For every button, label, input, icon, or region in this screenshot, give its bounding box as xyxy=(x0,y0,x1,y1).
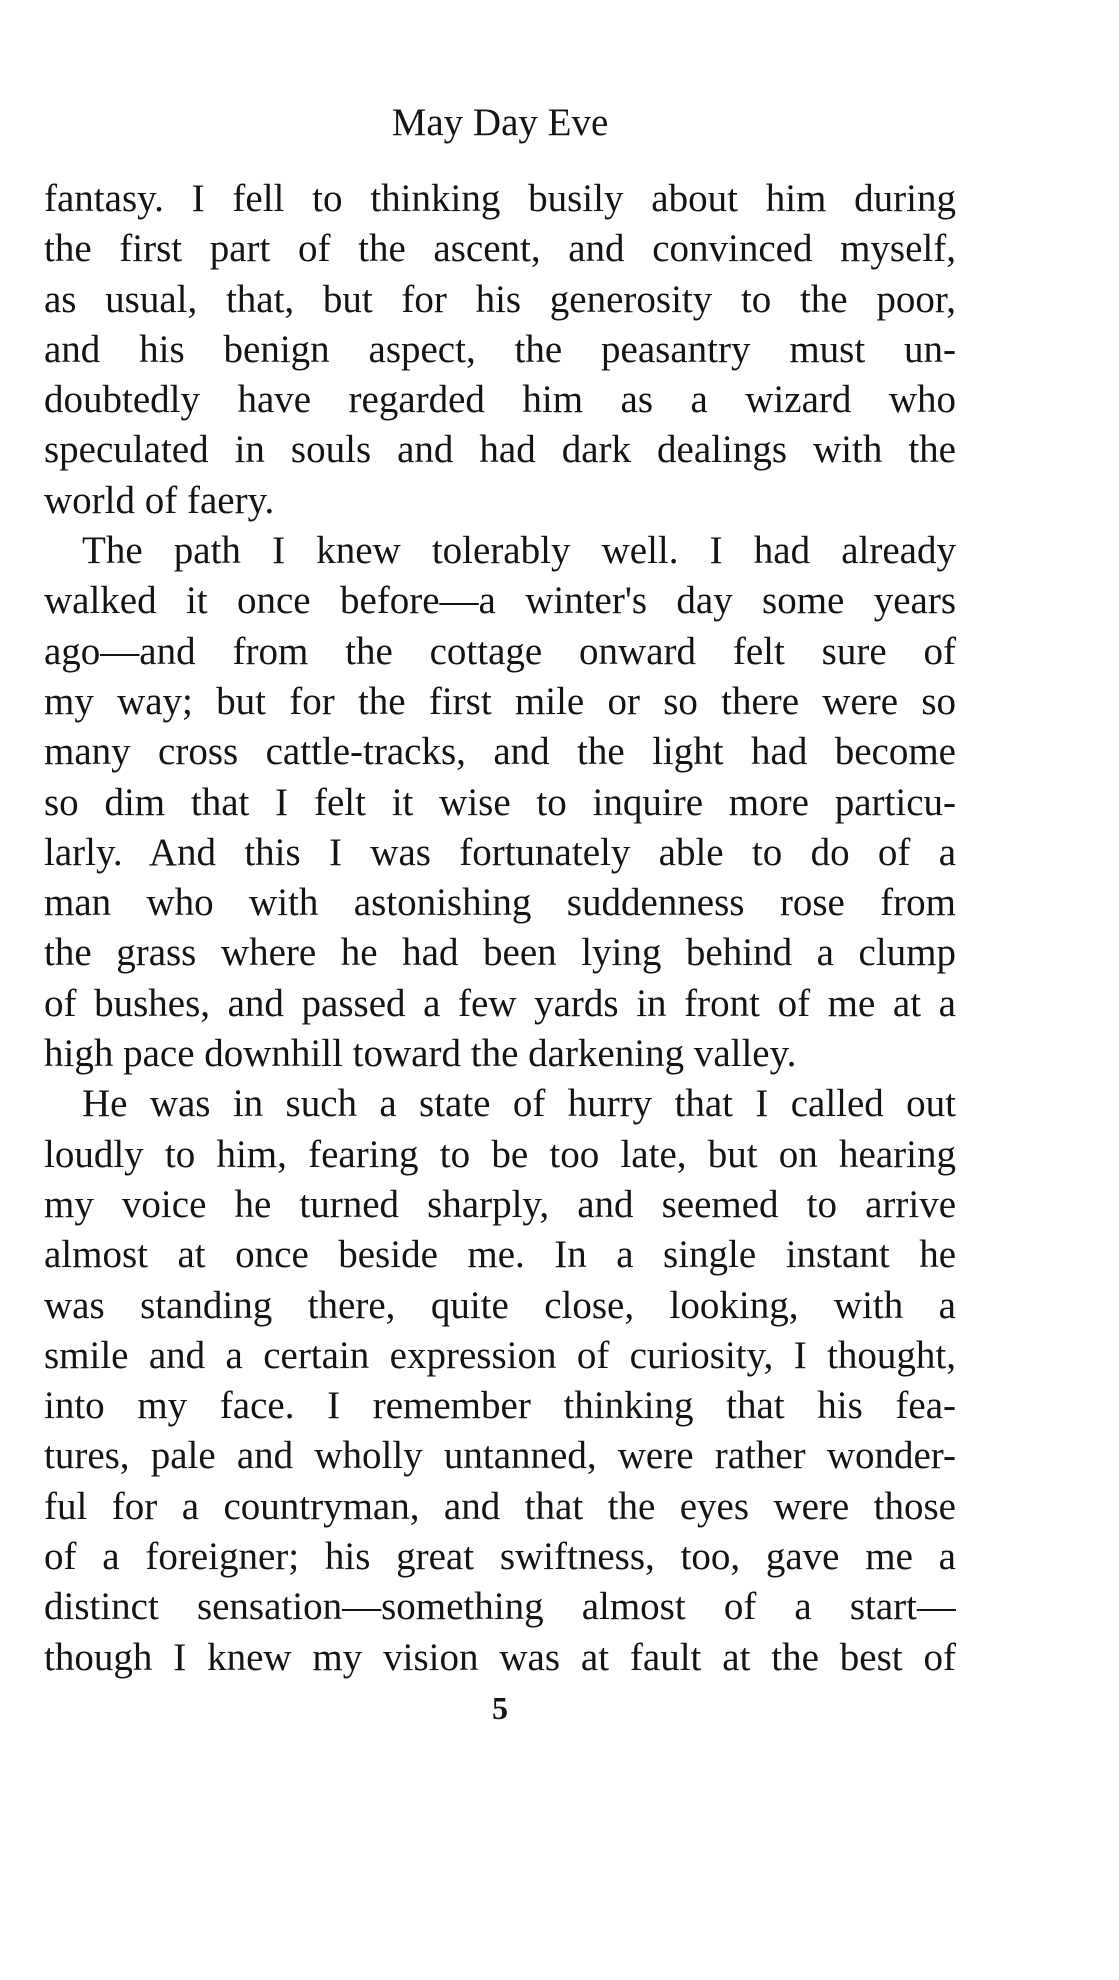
text-line-25: into my face. I remember thinking that his fea- xyxy=(44,1384,956,1428)
text-line-23: was standing there, quite close, looking, with a xyxy=(44,1283,956,1327)
running-head: May Day Eve xyxy=(391,101,609,144)
text-line-20: loudly to him, fearing to be too late, but on hearing xyxy=(44,1132,956,1176)
text-line-24: smile and a certain expression of curiosity, I thought, xyxy=(44,1333,956,1377)
text-line-15: man who with astonishing suddenness rose from xyxy=(44,881,956,925)
text-line-29: distinct sensation—something almost of a start— xyxy=(44,1585,956,1629)
text-line-30: though I knew my vision was at fault at the best of xyxy=(44,1635,956,1679)
text-line-22: almost at once beside me. In a single instant he xyxy=(44,1233,956,1277)
text-line-3: as usual, that, but for his generosity to the poor, xyxy=(44,277,956,321)
text-line-10: ago—and from the cottage onward felt sure of xyxy=(44,629,956,673)
text-line-7: world of faery. xyxy=(44,478,275,522)
text-line-6: speculated in souls and had dark dealings with the xyxy=(44,428,956,472)
text-line-1: fantasy. I fell to thinking busily about him during xyxy=(44,177,956,220)
text-line-21: my voice he turned sharply, and seemed to arrive xyxy=(44,1182,956,1226)
text-line-13: so dim that I felt it wise to inquire more particu- xyxy=(44,780,956,824)
text-line-18: high pace downhill toward the darkening valley. xyxy=(44,1032,797,1076)
text-line-14: larly. And this I was fortunately able to do of a xyxy=(44,830,956,874)
text-line-27: ful for a countryman, and that the eyes were those xyxy=(44,1484,956,1528)
text-line-5: doubtedly have regarded him as a wizard who xyxy=(44,378,956,422)
page-number: 5 xyxy=(492,1690,508,1726)
body-text xyxy=(44,174,956,1683)
text-line-26: tures, pale and wholly untanned, were rather wonder- xyxy=(44,1434,956,1478)
text-line-12: many cross cattle-tracks, and the light had become xyxy=(44,730,956,774)
text-line-8: The path I knew tolerably well. I had already xyxy=(82,529,956,573)
text-line-28: of a foreigner; his great swiftness, too, gave me a xyxy=(44,1535,956,1579)
text-line-2: the first part of the ascent, and convinced myself, xyxy=(44,227,956,271)
text-line-4: and his benign aspect, the peasantry must un- xyxy=(44,327,956,371)
text-line-16: the grass where he had been lying behind a clump xyxy=(44,931,956,975)
text-line-9: walked it once before—a winter's day some years xyxy=(44,579,956,623)
text-line-11: my way; but for the first mile or so there were so xyxy=(44,679,956,723)
text-line-17: of bushes, and passed a few yards in front of me at a xyxy=(44,981,956,1025)
text-line-19: He was in such a state of hurry that I called out xyxy=(82,1082,956,1126)
